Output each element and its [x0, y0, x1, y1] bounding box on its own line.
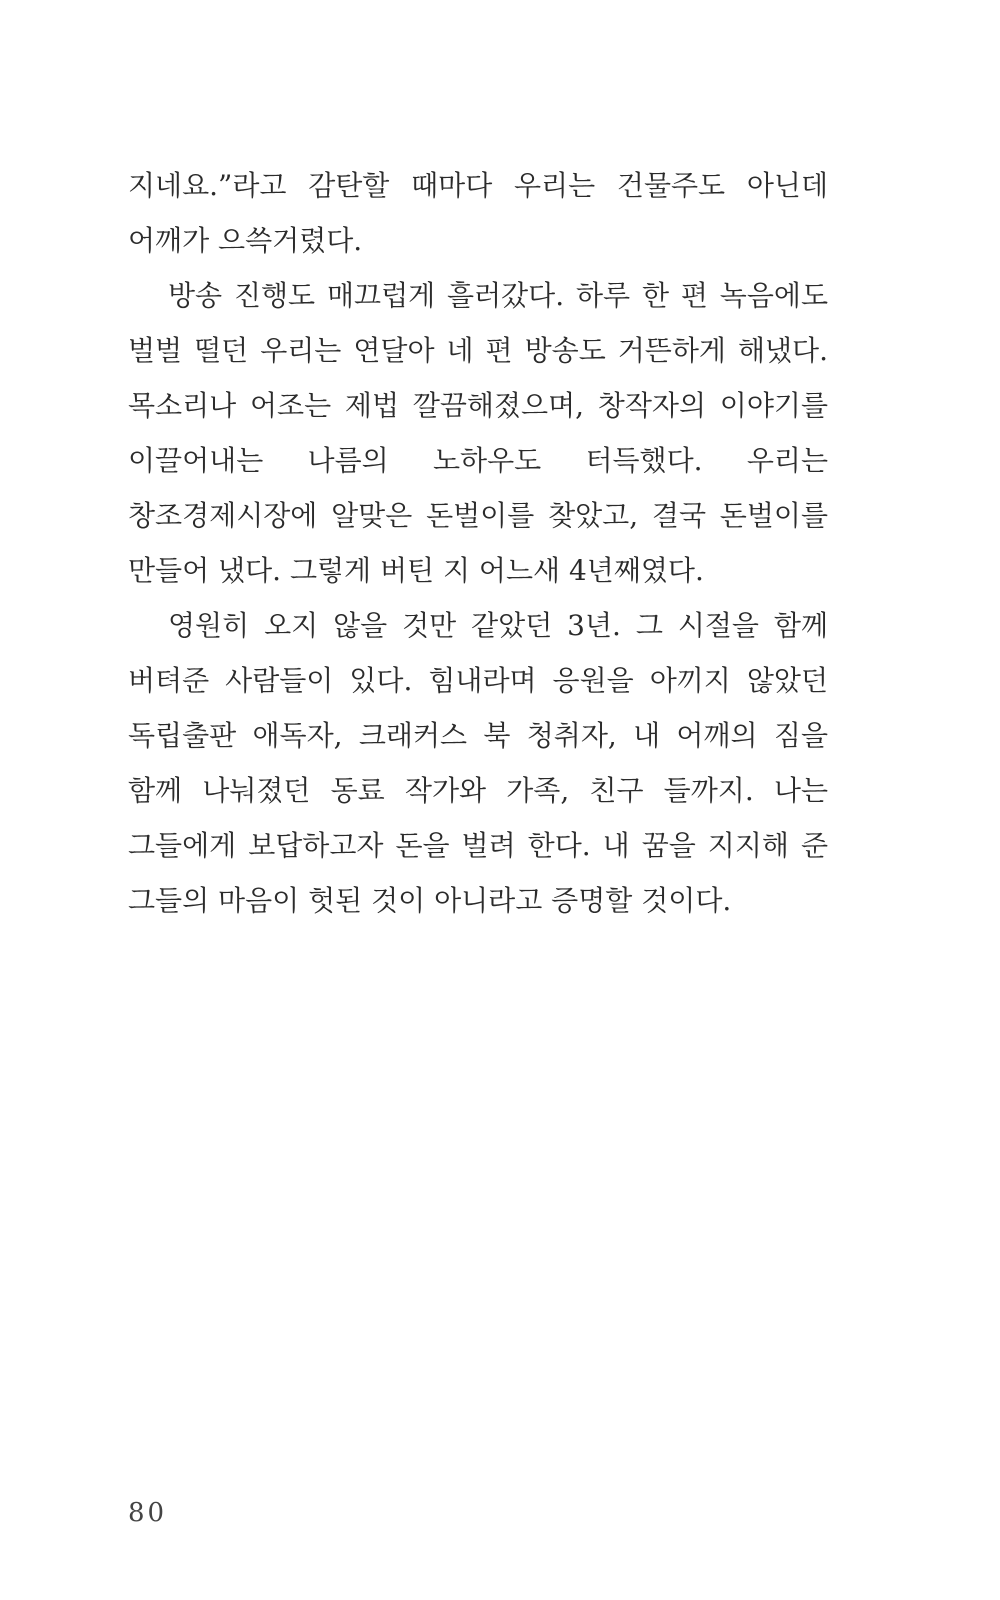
- page-body: [128, 158, 828, 928]
- page-number: 80: [128, 1498, 168, 1528]
- paragraph-1: 지네요.”라고 감탄할 때마다 우리는 건물주도 아닌데 어깨가 으쓱거렸다.: [128, 169, 828, 257]
- paragraph-3: 영원히 오지 않을 것만 같았던 3년. 그 시절을 함께 버텨준 사람들이 있다. 힘내라며 응원을 아끼지 않았던 독립출판 애독자, 크래커스 북 청취자, 내 어깨의 짐을 함께 나눠졌던 동료 작가와 가족, 친구 들까지. 나는 그들에게 보답하고자 돈을 벌려 한다. 내 꿈을 지지해 준 그들의 마음이 헛된 것이 아니라고 증명할 것이다.: [128, 609, 828, 917]
- paragraph-2: 방송 진행도 매끄럽게 흘러갔다. 하루 한 편 녹음에도 벌벌 떨던 우리는 연달아 네 편 방송도 거뜬하게 해냈다. 목소리나 어조는 제법 깔끔해졌으며, 창작자의 이야기를 이끌어내는 나름의 노하우도 터득했다. 우리는 창조경제시장에 알맞은 돈벌이를 찾았고, 결국 돈벌이를 만들어 냈다. 그렇게 버틴 지 어느새 4년째였다.: [128, 279, 828, 587]
